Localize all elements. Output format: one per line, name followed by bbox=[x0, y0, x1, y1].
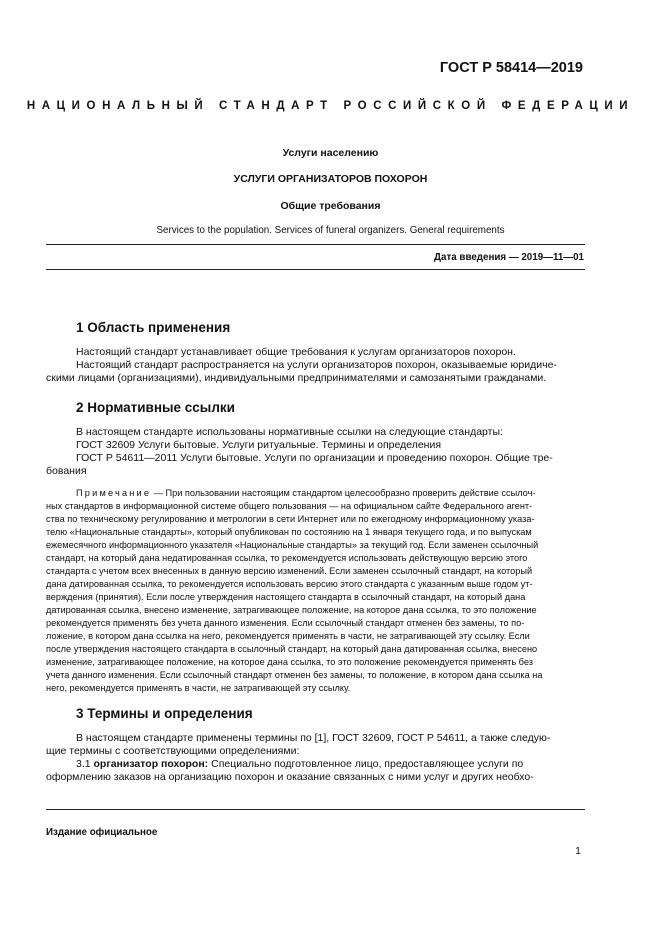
term-number: 3.1 bbox=[76, 758, 94, 770]
page-number: 1 bbox=[575, 845, 581, 857]
note-line: изменение, затрагивающее положение, на которое дана ссылка, то это положение рекомендуется применять без bbox=[46, 657, 533, 667]
section-1-line: Настоящий стандарт устанавливает общие требования к услугам организаторов похорон. bbox=[76, 346, 516, 358]
term-definition: Специально подготовленное лицо, предоставляющее услуги по bbox=[208, 758, 524, 770]
footer-divider bbox=[46, 809, 585, 810]
document-subtitle-2: Общие требования bbox=[280, 200, 381, 212]
document-subtitle-1: Услуги населению bbox=[282, 147, 379, 159]
national-standard-banner: НАЦИОНАЛЬНЫЙ СТАНДАРТ РОССИЙСКОЙ ФЕДЕРАЦИИ bbox=[26, 100, 635, 112]
document-title: УСЛУГИ ОРГАНИЗАТОРОВ ПОХОРОН bbox=[233, 173, 428, 185]
english-title: Services to the population. Services of funeral organizers. General requirements bbox=[156, 225, 505, 236]
term-name: организатор похорон: bbox=[93, 758, 209, 770]
section-2-line: ГОСТ Р 54611—2011 Услуги бытовые. Услуги по организации и проведению похорон. Общие тре- bbox=[76, 452, 553, 464]
note-line: после утверждения настоящего стандарта в ссылочный стандарт, на который дана датированная ссылка, внесено bbox=[46, 644, 538, 654]
divider-top bbox=[46, 244, 585, 245]
note-line: дана датированная ссылка, то рекомендуется использовать версию этого стандарта с указанным выше годом ут- bbox=[46, 579, 533, 589]
divider-bottom bbox=[46, 269, 585, 270]
section-1-line: Настоящий стандарт распространяется на услуги организаторов похорон, оказываемые юридиче- bbox=[76, 359, 557, 371]
note-line: телю «Национальные стандарты», который опубликован по состоянию на 1 января текущего года, и по выпускам bbox=[46, 527, 532, 537]
note-first-line bbox=[76, 487, 535, 500]
note-line: ежемесячного информационного указателя «Национальные стандарты» за текущий год. Если заменен ссылочный bbox=[46, 540, 539, 550]
note-label: Примечание bbox=[76, 488, 152, 498]
section-3-line: В настоящем стандарте применены термины по [1], ГОСТ 32609, ГОСТ Р 54611, а также следую- bbox=[76, 732, 551, 744]
note-line: ложение, в котором дана ссылка на него, рекомендуется применять в части, не затрагивающей эту ссылку. Если bbox=[46, 631, 530, 641]
official-edition-label: Издание официальное bbox=[46, 827, 158, 838]
note-line: верждения (принятия). Если после утверждения настоящего стандарта в ссылочный стандарт, на который дана bbox=[46, 592, 526, 602]
note-line: учета данного изменения. Если ссылочный стандарт отменен без замены, то положение, в котором дана ссылка на bbox=[46, 670, 543, 680]
section-2-line: бования bbox=[46, 465, 87, 477]
section-3-heading: 3 Термины и определения bbox=[76, 706, 253, 721]
section-1-line: скими лицами (организациями), индивидуальными предпринимателями и самозанятыми гражданами. bbox=[46, 372, 547, 384]
note-line: датированная ссылка, внесено изменение, затрагивающее положение, на которое дана ссылка, то это положение bbox=[46, 605, 537, 615]
section-2-line: ГОСТ 32609 Услуги бытовые. Услуги ритуальные. Термины и определения bbox=[76, 439, 442, 451]
note-line: стандарт, на который дана недатированная ссылка, то рекомендуется использовать действующую версию этого bbox=[46, 553, 528, 563]
section-2-heading: 2 Нормативные ссылки bbox=[76, 400, 235, 415]
term-definition-line bbox=[76, 758, 523, 771]
note-text: — При пользовании настоящим стандартом целесообразно проверить действие ссылоч- bbox=[151, 488, 536, 498]
note-line: ных стандартов в информационной системе общего пользования — на официальном сайте Федерального агент- bbox=[46, 501, 533, 511]
gost-code: ГОСТ Р 58414—2019 bbox=[439, 60, 583, 76]
section-2-line: В настоящем стандарте использованы нормативные ссылки на следующие стандарты: bbox=[76, 426, 503, 438]
note-line: стандарта с учетом всех внесенных в данную версию изменений. Если заменен ссылочный стандарт, на который bbox=[46, 566, 533, 576]
section-1-heading: 1 Область применения bbox=[76, 320, 231, 335]
note-line: него, рекомендуется применять в части, не затрагивающей эту ссылку. bbox=[46, 683, 351, 693]
introduction-date: Дата введения — 2019—11—01 bbox=[434, 252, 584, 263]
term-definition-line: оформлению заказов на организацию похорон и оказание связанных с ними услуг и других необхо- bbox=[46, 771, 534, 783]
note-line: рекомендуется применять без учета данного изменения. Если ссылочный стандарт отменен без замены, то по- bbox=[46, 618, 525, 628]
note-line: ства по техническому регулированию и метрологии в сети Интернет или по ежегодному информационному указа- bbox=[46, 514, 535, 524]
section-3-line: щие термины с соответствующими определениями: bbox=[46, 745, 300, 757]
